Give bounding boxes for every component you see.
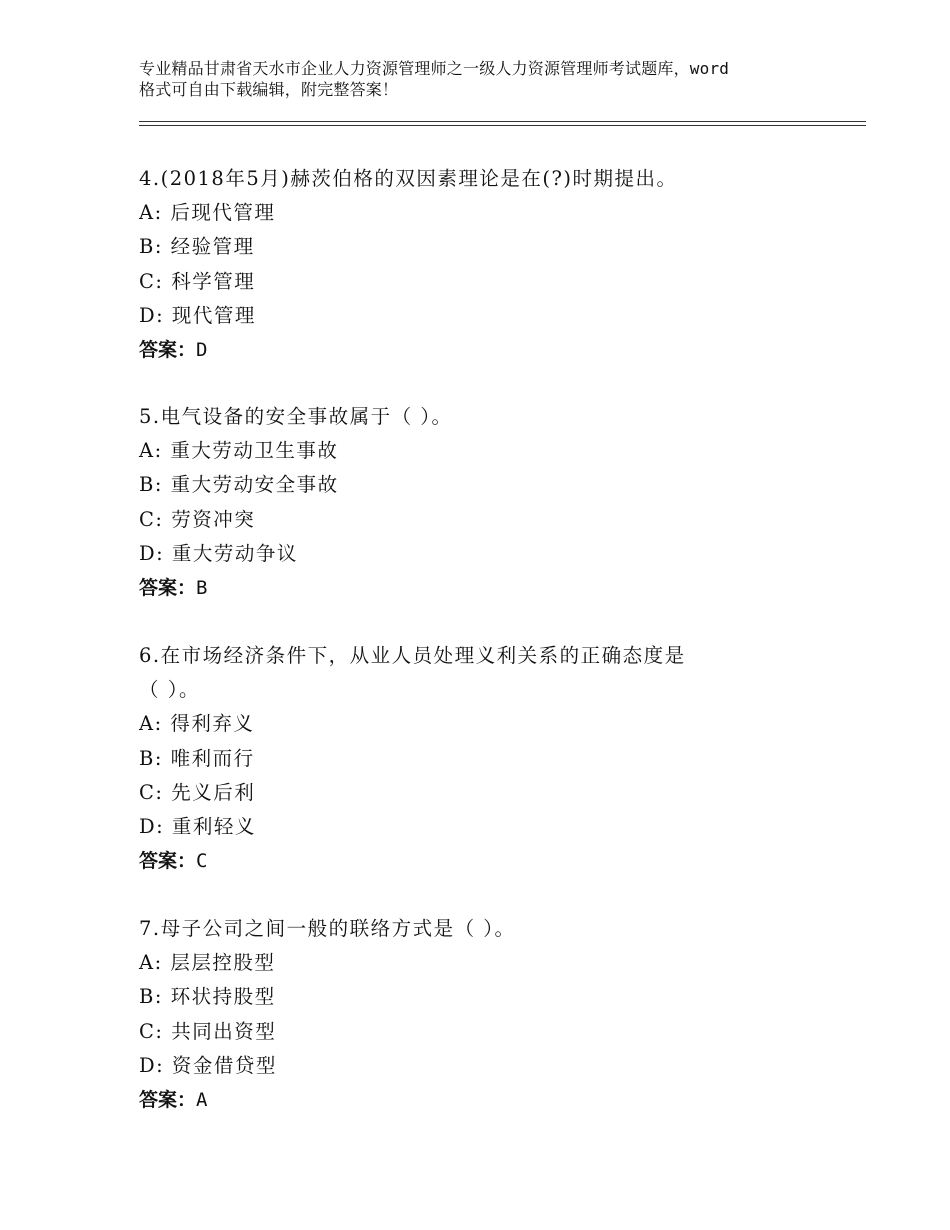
option-key: B: [139,473,163,497]
option-text: 重大劳动争议 [171,541,298,565]
option-key: D: [139,541,165,565]
answer-label: 答案： [139,1088,197,1111]
option-text: 经验管理 [170,235,255,259]
option-text: 层层控股型 [170,951,276,975]
option-key: B: [139,746,163,770]
option-b [139,742,859,776]
option-key: C: [139,507,164,531]
option-key: B: [139,235,163,259]
option-d [139,537,859,571]
option-key: D: [139,303,165,327]
option-text: 共同出资型 [171,1019,277,1043]
option-d [139,299,859,333]
option-key: A: [139,951,163,975]
option-text: 科学管理 [171,269,256,293]
option-d [139,810,859,844]
option-b [139,230,859,264]
answer-label: 答案： [139,338,197,361]
question-5 [139,400,859,605]
option-text: 得利弃义 [170,712,255,736]
option-key: A: [139,201,163,225]
question-stem: 6.在市场经济条件下，从业人员处理义利关系的正确态度是 [139,644,686,667]
option-c [139,776,859,810]
option-b [139,980,859,1014]
option-key: C: [139,780,164,804]
option-c [139,503,859,537]
answer-value: A [196,1088,208,1111]
option-a [139,434,859,468]
option-b [139,468,859,502]
option-text: 重大劳动安全事故 [170,473,339,497]
document-header [139,58,839,100]
option-d [139,1049,859,1083]
option-a [139,707,859,741]
header-line-2: 格式可自由下载编辑，附完整答案！ [139,80,399,99]
option-text: 先义后利 [171,780,256,804]
question-7 [139,912,859,1117]
option-text: 重利轻义 [171,814,256,838]
option-key: B: [139,985,163,1009]
option-c [139,1015,859,1049]
question-6 [139,639,859,878]
option-text: 环状持股型 [170,985,276,1009]
option-key: C: [139,269,164,293]
option-key: A: [139,439,163,463]
question-4 [139,162,859,367]
header-line-1: 专业精品甘肃省天水市企业人力资源管理师之一级人力资源管理师考试题库，word [139,59,730,78]
question-stem: 7.母子公司之间一般的联络方式是（ ）。 [139,917,516,940]
option-a [139,946,859,980]
option-text: 资金借贷型 [171,1053,277,1077]
option-a [139,196,859,230]
answer-label: 答案： [139,576,197,599]
header-divider [139,121,866,126]
option-key: A: [139,712,163,736]
question-stem: 5.电气设备的安全事故属于（ ）。 [139,405,453,428]
answer-value: B [196,576,208,599]
option-c [139,265,859,299]
option-text: 后现代管理 [170,201,276,225]
answer-line [139,844,859,878]
answer-line [139,1083,859,1117]
option-key: C: [139,1019,164,1043]
answer-value: C [196,850,208,873]
option-text: 重大劳动卫生事故 [170,439,339,463]
option-text: 现代管理 [171,303,256,327]
option-key: D: [139,1053,165,1077]
answer-line [139,333,859,367]
answer-label: 答案： [139,850,197,873]
option-text: 劳资冲突 [171,507,256,531]
question-stem: 4.(2018年5月)赫茨伯格的双因素理论是在(?)时期提出。 [139,167,678,190]
option-key: D: [139,814,165,838]
answer-value: D [196,338,208,361]
option-text: 唯利而行 [170,746,255,770]
question-stem-continued: （ ）。 [139,678,200,702]
answer-line [139,571,859,605]
